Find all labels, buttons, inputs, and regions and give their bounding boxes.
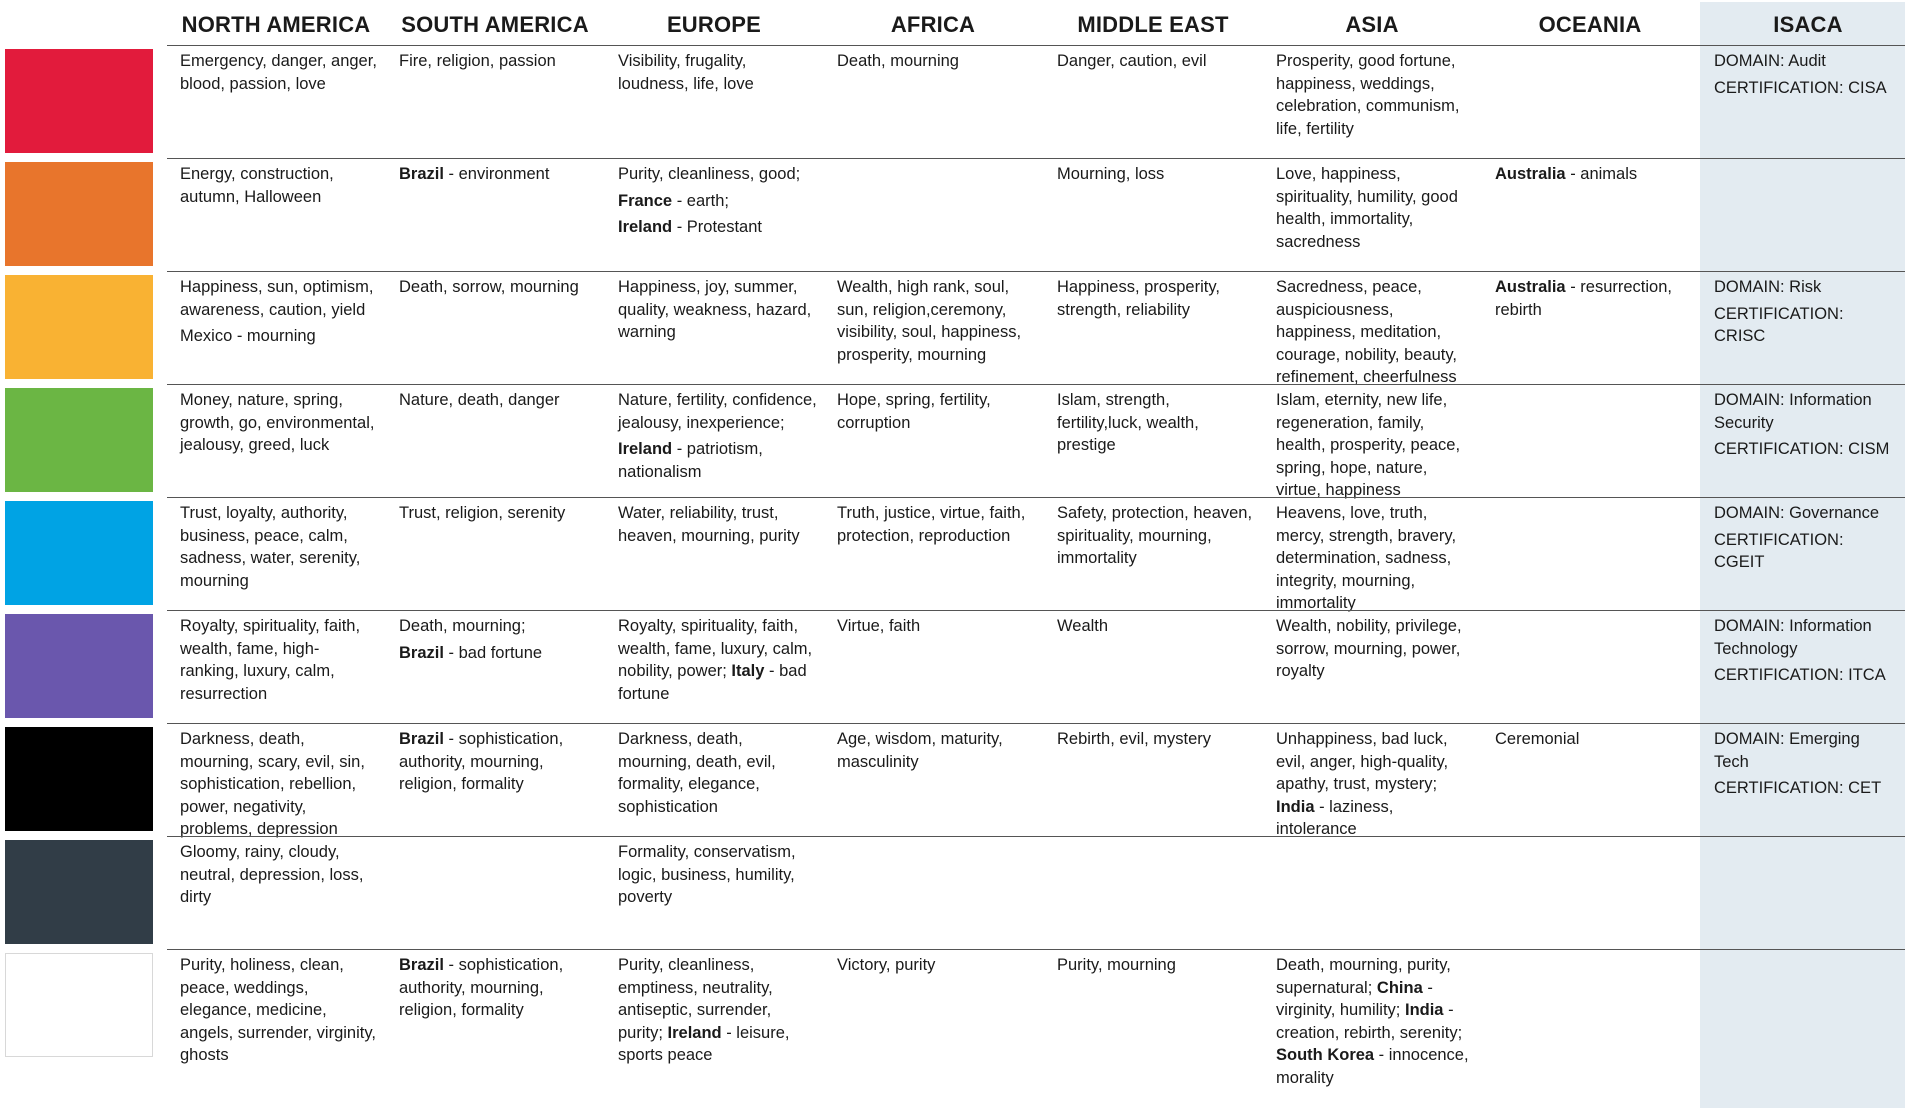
meaning-text: Trust, loyalty, authority, business, peace, calm, sadness, water, serenity, mourning — [180, 504, 361, 590]
country-name: Brazil — [399, 165, 444, 183]
cell-paragraph — [1714, 389, 1892, 434]
cell-paragraph — [1057, 389, 1253, 457]
cell-paragraph — [618, 276, 818, 344]
cell-paragraph — [1057, 502, 1253, 570]
cell-paragraph — [1276, 728, 1476, 841]
cell-paragraph — [1495, 728, 1685, 751]
country-name: Ireland — [618, 440, 673, 459]
cell-paragraph — [399, 954, 597, 1022]
color-row-black — [0, 723, 1905, 839]
meaning-text: Prosperity, good fortune, happiness, weddings, celebration, communism, life, fertility — [1276, 52, 1460, 138]
meaning-text: CERTIFICATION: CISM — [1714, 440, 1890, 459]
cell-white-europe — [618, 954, 818, 1067]
cell-paragraph — [1057, 954, 1253, 977]
cell-paragraph — [1714, 615, 1892, 660]
meaning-text: Death, sorrow, mourning — [399, 278, 579, 296]
color-row-gray — [0, 836, 1905, 949]
meaning-text: Happiness, prosperity, strength, reliability — [1057, 278, 1220, 319]
meaning-text: - leisure, sports peace — [618, 1023, 790, 1065]
row-divider — [167, 271, 1905, 272]
meaning-text: Energy, construction, autumn, Halloween — [180, 165, 334, 206]
color-row-orange — [0, 158, 1905, 271]
color-row-blue — [0, 497, 1905, 613]
meaning-text: DOMAIN: Emerging Tech — [1714, 730, 1860, 771]
cell-paragraph — [837, 50, 1032, 73]
cell-yellow-africa — [837, 276, 1032, 366]
color-swatch-gray — [5, 840, 153, 944]
country-name: Australia — [1495, 278, 1566, 296]
meaning-text: Virtue, faith — [837, 617, 921, 635]
cell-black-south-america — [399, 728, 597, 796]
cell-paragraph — [1057, 276, 1253, 321]
cell-paragraph — [399, 276, 597, 299]
row-divider — [167, 158, 1905, 159]
meaning-text: - patriotism, nationalism — [618, 440, 763, 481]
cell-paragraph — [1714, 502, 1892, 525]
meaning-text: Love, happiness, spirituality, humility, good health, immortality, sacredness — [1276, 165, 1458, 251]
meaning-text: - environment — [443, 165, 550, 183]
meaning-text: Heavens, love, truth, mercy, strength, bravery, determination, sadness, integrity, mourning, immortality — [1276, 504, 1457, 613]
meaning-text: - Protestant — [672, 218, 762, 237]
country-name: Italy — [731, 662, 765, 681]
cell-paragraph — [1057, 163, 1253, 186]
cell-paragraph — [399, 728, 597, 796]
header-middle-east: MIDDLE EAST — [1077, 12, 1229, 37]
meaning-text: Unhappiness, bad luck, evil, anger, high-quality, apathy, trust, mystery; — [1276, 730, 1449, 794]
header-africa: AFRICA — [890, 12, 976, 37]
cell-paragraph — [618, 728, 818, 818]
cell-green-isaca — [1714, 389, 1892, 461]
cell-paragraph — [180, 954, 378, 1067]
cell-purple-middle-east — [1057, 615, 1253, 638]
cell-gray-north-america — [180, 841, 378, 909]
cell-paragraph — [837, 615, 1032, 638]
meaning-text: Mexico - mourning — [180, 327, 316, 346]
row-divider — [167, 497, 1905, 498]
cell-red-north-america — [180, 50, 378, 95]
cell-red-europe — [618, 50, 818, 95]
meaning-text: Darkness, death, mourning, death, evil, formality, elegance, sophistication — [618, 730, 776, 816]
header-europe: EUROPE — [666, 12, 762, 37]
cell-paragraph — [180, 728, 378, 841]
cell-paragraph — [618, 163, 818, 186]
cell-paragraph — [618, 502, 818, 547]
meaning-text: - bad fortune — [618, 662, 807, 703]
cell-paragraph — [1714, 77, 1892, 100]
meaning-text: - virginity, humility; — [1276, 978, 1433, 1020]
cell-white-middle-east — [1057, 954, 1253, 977]
cell-blue-north-america — [180, 502, 378, 592]
column-headers — [0, 0, 1920, 44]
cell-white-north-america — [180, 954, 378, 1067]
meaning-text: DOMAIN: Information Security — [1714, 391, 1872, 432]
cell-blue-middle-east — [1057, 502, 1253, 570]
cell-paragraph — [399, 615, 597, 638]
cell-paragraph — [399, 642, 597, 665]
meaning-text: - animals — [1565, 165, 1638, 183]
country-name: India — [1276, 797, 1315, 816]
cell-red-isaca — [1714, 50, 1892, 99]
meaning-text: DOMAIN: Audit — [1714, 52, 1826, 70]
color-row-purple — [0, 610, 1905, 723]
meaning-text: Nature, death, danger — [399, 391, 560, 409]
color-row-red — [0, 45, 1905, 158]
country-name: Brazil — [399, 956, 444, 974]
meaning-text: - sophistication, authority, mourning, religion, formality — [399, 956, 564, 1020]
cell-paragraph — [1714, 276, 1892, 299]
cell-orange-europe — [618, 163, 818, 239]
meaning-text: CERTIFICATION: CRISC — [1714, 304, 1844, 346]
cell-paragraph — [618, 438, 818, 483]
meaning-text: Wealth, nobility, privilege, sorrow, mourning, power, royalty — [1276, 617, 1462, 681]
meaning-text: Visibility, frugality, loudness, life, love — [618, 52, 754, 93]
cell-paragraph — [618, 389, 818, 434]
meaning-text: Truth, justice, virtue, faith, protection, reproduction — [837, 504, 1026, 545]
cell-paragraph — [1057, 50, 1253, 73]
cell-blue-europe — [618, 502, 818, 547]
meaning-text: Royalty, spirituality, faith, wealth, fame, high-ranking, luxury, calm, resurrection — [180, 617, 361, 703]
color-swatch-blue — [5, 501, 153, 605]
cell-paragraph — [837, 502, 1032, 547]
meaning-text: Safety, protection, heaven, spirituality, mourning, immortality — [1057, 504, 1253, 568]
meaning-text: - earth; — [672, 191, 729, 210]
meaning-text: DOMAIN: Information Technology — [1714, 617, 1872, 658]
cell-black-oceania — [1495, 728, 1685, 751]
meaning-text: CERTIFICATION: CET — [1714, 779, 1882, 798]
meaning-text: Purity, cleanliness, good; — [618, 165, 801, 183]
country-name: India — [1404, 1001, 1444, 1020]
cell-orange-south-america — [399, 163, 597, 186]
cell-paragraph — [618, 841, 818, 909]
cell-paragraph — [180, 276, 378, 321]
cell-purple-isaca — [1714, 615, 1892, 687]
cell-yellow-isaca — [1714, 276, 1892, 348]
cell-white-south-america — [399, 954, 597, 1022]
cell-blue-isaca — [1714, 502, 1892, 574]
color-swatch-black — [5, 727, 153, 831]
header-south-america: SOUTH AMERICA — [401, 12, 589, 37]
cell-orange-middle-east — [1057, 163, 1253, 186]
meaning-text: DOMAIN: Governance — [1714, 504, 1880, 522]
cell-paragraph — [1057, 728, 1253, 751]
color-row-white — [0, 949, 1905, 1087]
cell-orange-oceania — [1495, 163, 1685, 186]
cell-black-north-america — [180, 728, 378, 841]
meaning-text: DOMAIN: Risk — [1714, 278, 1822, 296]
row-divider — [167, 949, 1905, 950]
cell-purple-europe — [618, 615, 818, 705]
cell-paragraph — [1276, 276, 1476, 389]
cell-paragraph — [399, 389, 597, 412]
meaning-text: Emergency, danger, anger, blood, passion, love — [180, 52, 377, 93]
row-divider — [167, 610, 1905, 611]
meaning-text: Islam, eternity, new life, regeneration, family, health, prosperity, peace, spring, hope, nature, virtue, happiness — [1276, 391, 1461, 500]
cell-paragraph — [1714, 529, 1892, 574]
cell-paragraph — [618, 615, 818, 705]
meaning-text: Danger, caution, evil — [1057, 52, 1207, 70]
cell-black-africa — [837, 728, 1032, 773]
country-name: South Korea — [1276, 1046, 1375, 1065]
cell-paragraph — [399, 502, 597, 525]
meaning-text: - bad fortune — [443, 643, 543, 662]
color-row-green — [0, 384, 1905, 500]
cell-yellow-europe — [618, 276, 818, 344]
meaning-text: Sacredness, peace, auspiciousness, happiness, meditation, courage, nobility, beauty, refinement, cheerfulness — [1276, 278, 1458, 387]
cell-green-africa — [837, 389, 1032, 434]
cell-paragraph — [618, 50, 818, 95]
row-divider — [167, 384, 1905, 385]
cell-paragraph — [1276, 163, 1476, 253]
cell-paragraph — [180, 50, 378, 95]
cell-paragraph — [1495, 163, 1685, 186]
cell-paragraph — [1057, 615, 1253, 638]
country-name: Ireland — [618, 218, 673, 237]
meaning-text: Royalty, spirituality, faith, wealth, fame, luxury, calm, nobility, power; — [618, 617, 813, 681]
row-divider — [167, 45, 1905, 46]
meaning-text: - innocence, morality — [1276, 1046, 1469, 1087]
meaning-text: Happiness, sun, optimism, awareness, caution, yield — [180, 278, 374, 319]
meaning-text: - sophistication, authority, mourning, religion, formality — [399, 730, 564, 794]
row-divider — [167, 723, 1905, 724]
color-swatch-red — [5, 49, 153, 153]
meaning-text: Wealth, high rank, soul, sun, religion,ceremony, visibility, soul, happiness, prosperity, mourning — [837, 278, 1022, 364]
cell-paragraph — [399, 50, 597, 73]
cell-yellow-asia — [1276, 276, 1476, 389]
cell-white-africa — [837, 954, 1032, 977]
meaning-text: Nature, fertility, confidence, jealousy, inexperience; — [618, 391, 817, 432]
cell-paragraph — [1276, 50, 1476, 140]
meaning-text: Wealth — [1057, 617, 1109, 635]
cell-paragraph — [837, 389, 1032, 434]
country-name: China — [1376, 978, 1423, 997]
meaning-text: Islam, strength, fertility,luck, wealth, prestige — [1057, 391, 1199, 455]
meaning-text: Fire, religion, passion — [399, 52, 556, 70]
cell-blue-south-america — [399, 502, 597, 525]
meaning-text: Ceremonial — [1495, 730, 1580, 748]
cell-paragraph — [837, 954, 1032, 977]
cell-black-europe — [618, 728, 818, 818]
cell-yellow-south-america — [399, 276, 597, 299]
cell-paragraph — [1714, 728, 1892, 773]
cell-purple-asia — [1276, 615, 1476, 683]
header-asia: ASIA — [1345, 12, 1399, 37]
cell-yellow-middle-east — [1057, 276, 1253, 321]
cell-yellow-oceania — [1495, 276, 1685, 321]
meaning-text: Death, mourning; — [399, 617, 526, 635]
color-swatch-purple — [5, 614, 153, 718]
cell-orange-asia — [1276, 163, 1476, 253]
cell-paragraph — [399, 163, 597, 186]
cell-paragraph — [180, 502, 378, 592]
meaning-text: Age, wisdom, maturity, masculinity — [837, 730, 1003, 771]
cell-paragraph — [1714, 50, 1892, 73]
cell-purple-north-america — [180, 615, 378, 705]
cell-paragraph — [1714, 664, 1892, 687]
cell-red-south-america — [399, 50, 597, 73]
cell-paragraph — [1276, 954, 1476, 1090]
meaning-text: Death, mourning — [837, 52, 959, 70]
meaning-text: CERTIFICATION: ITCA — [1714, 666, 1886, 685]
meaning-text: - creation, rebirth, serenity; — [1276, 1001, 1463, 1042]
cell-green-europe — [618, 389, 818, 483]
meaning-text: - resurrection, rebirth — [1495, 278, 1672, 319]
cell-paragraph — [180, 841, 378, 909]
cell-paragraph — [180, 389, 378, 457]
cell-paragraph — [1276, 615, 1476, 683]
cell-paragraph — [1495, 276, 1685, 321]
meaning-text: Money, nature, spring, growth, go, environmental, jealousy, greed, luck — [180, 391, 375, 455]
color-swatch-orange — [5, 162, 153, 266]
color-swatch-green — [5, 388, 153, 492]
meaning-text: Purity, cleanliness, emptiness, neutrality, antiseptic, surrender, purity; — [618, 956, 773, 1042]
cell-white-asia — [1276, 954, 1476, 1090]
cell-red-asia — [1276, 50, 1476, 140]
cell-paragraph — [1714, 777, 1892, 800]
cell-gray-europe — [618, 841, 818, 909]
color-swatch-white — [5, 953, 153, 1057]
meaning-text: CERTIFICATION: CISA — [1714, 78, 1887, 97]
cell-blue-asia — [1276, 502, 1476, 615]
cell-orange-north-america — [180, 163, 378, 208]
meaning-text: Victory, purity — [837, 956, 936, 974]
row-divider — [167, 836, 1905, 837]
cell-paragraph — [1276, 389, 1476, 502]
meaning-text: Darkness, death, mourning, scary, evil, sin, sophistication, rebellion, power, negativity, problems, depression — [180, 730, 365, 839]
country-name: Brazil — [399, 643, 444, 662]
header-north-america: NORTH AMERICA — [181, 12, 371, 37]
cell-paragraph — [837, 728, 1032, 773]
cell-blue-africa — [837, 502, 1032, 547]
cell-paragraph — [837, 276, 1032, 366]
color-row-yellow — [0, 271, 1905, 387]
meaning-text: Gloomy, rainy, cloudy, neutral, depression, loss, dirty — [180, 843, 364, 907]
cell-paragraph — [618, 216, 818, 239]
meaning-text: Purity, mourning — [1057, 956, 1176, 974]
header-oceania: OCEANIA — [1538, 12, 1642, 37]
cell-paragraph — [618, 190, 818, 213]
cell-green-middle-east — [1057, 389, 1253, 457]
cell-paragraph — [1714, 303, 1892, 348]
meaning-text: Hope, spring, fertility, corruption — [837, 391, 991, 432]
meaning-text: Water, reliability, trust, heaven, mourning, purity — [618, 504, 800, 545]
cell-paragraph — [180, 325, 378, 348]
meaning-text: Trust, religion, serenity — [399, 504, 566, 522]
cell-paragraph — [618, 954, 818, 1067]
cell-black-asia — [1276, 728, 1476, 841]
meaning-text: Mourning, loss — [1057, 165, 1165, 183]
cell-red-middle-east — [1057, 50, 1253, 73]
meaning-text: Formality, conservatism, logic, business, humility, poverty — [618, 843, 796, 907]
cell-red-africa — [837, 50, 1032, 73]
meaning-text: CERTIFICATION: CGEIT — [1714, 530, 1844, 572]
cell-black-isaca — [1714, 728, 1892, 800]
header-isaca: ISACA — [1773, 12, 1843, 37]
meaning-text: Rebirth, evil, mystery — [1057, 730, 1212, 748]
cell-paragraph — [180, 615, 378, 705]
country-name: Australia — [1495, 165, 1566, 183]
meaning-text: Death, mourning, purity, supernatural; — [1276, 956, 1451, 997]
cell-black-middle-east — [1057, 728, 1253, 751]
meaning-text: - laziness, intolerance — [1276, 797, 1394, 839]
cell-yellow-north-america — [180, 276, 378, 348]
cell-green-asia — [1276, 389, 1476, 502]
cell-paragraph — [1714, 438, 1892, 461]
cell-green-north-america — [180, 389, 378, 457]
meaning-text: Happiness, joy, summer, quality, weakness, hazard, warning — [618, 278, 812, 342]
color-swatch-yellow — [5, 275, 153, 379]
country-name: Brazil — [399, 730, 444, 748]
cell-green-south-america — [399, 389, 597, 412]
cell-purple-africa — [837, 615, 1032, 638]
country-name: Ireland — [667, 1023, 722, 1042]
country-name: France — [618, 191, 673, 210]
cell-paragraph — [1276, 502, 1476, 615]
cell-purple-south-america — [399, 615, 597, 664]
cell-paragraph — [180, 163, 378, 208]
meaning-text: Purity, holiness, clean, peace, weddings, elegance, medicine, angels, surrender, virginity, ghosts — [180, 956, 376, 1065]
